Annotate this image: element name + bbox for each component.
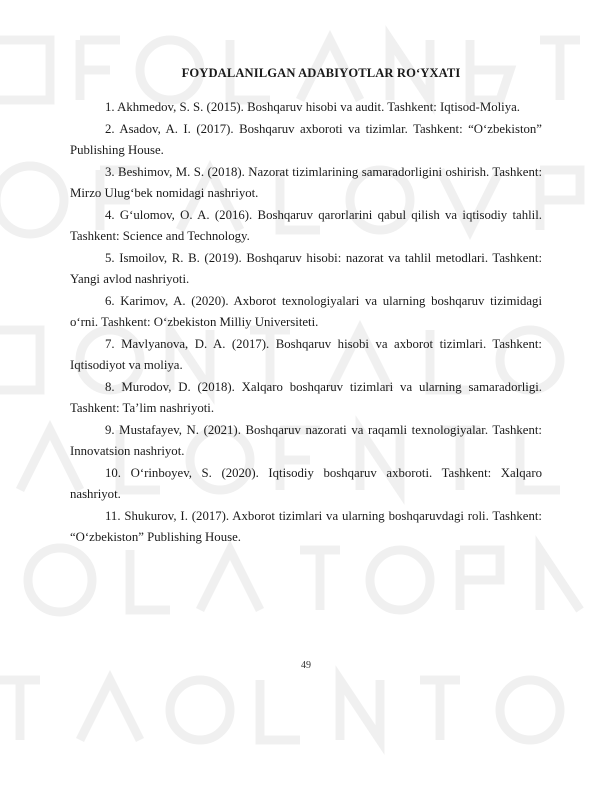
reference-item: 1. Akhmedov, S. S. (2015). Boshqaruv hisobi va audit. Tashkent: Iqtisod-Moliya. [105,100,520,114]
reference-item: 10. O‘rinboyev, S. (2020). Iqtisodiy boshqaruv axboroti. Tashkent: Xalqaro nashriyot. [70,465,542,501]
reference-list [70,97,542,549]
page-title: FOYDALANILGAN ADABIYOTLAR RO‘YXATI [181,66,461,80]
page-number: 49 [301,660,311,671]
reference-item: 8. Murodov, D. (2018). Xalqaro boshqaruv tizimlari va ularning samaradorligi. Tashkent: Ta’lim nashriyoti. [70,379,542,415]
reference-item: 4. G‘ulomov, O. A. (2016). Boshqaruv qarorlarini qabul qilish va iqtisodiy tahlil. Tashkent: Science and Technology. [70,207,542,243]
reference-item: 9. Mustafayev, N. (2021). Boshqaruv nazorati va raqamli texnologiyalar. Tashkent: Innovatsion nashriyot. [70,422,542,458]
reference-item: 5. Ismoilov, R. B. (2019). Boshqaruv hisobi: nazorat va tahlil metodlari. Tashkent: Yangi avlod nashriyoti. [70,250,542,286]
document-page [70,66,542,549]
reference-item: 3. Beshimov, M. S. (2018). Nazorat tizimlarining samaradorligini oshirish. Tashkent: Mirzo Ulug‘bek nomidagi nashriyot. [70,164,542,200]
reference-item: 2. Asadov, A. I. (2017). Boshqaruv axboroti va tizimlar. Tashkent: “O‘zbekiston” Publishing House. [70,121,542,157]
reference-item: 11. Shukurov, I. (2017). Axborot tizimlari va ularning boshqaruvdagi roli. Tashkent: “O‘zbekiston” Publishing House. [70,508,542,544]
reference-item: 6. Karimov, A. (2020). Axborot texnologiyalari va ularning boshqaruv tizimidagi o‘rni. Tashkent: O‘zbekiston Milliy Universiteti. [70,293,542,329]
reference-item: 7. Mavlyanova, D. A. (2017). Boshqaruv hisobi va axborot tizimlari. Tashkent: Iqtisodiyot va moliya. [70,336,542,372]
